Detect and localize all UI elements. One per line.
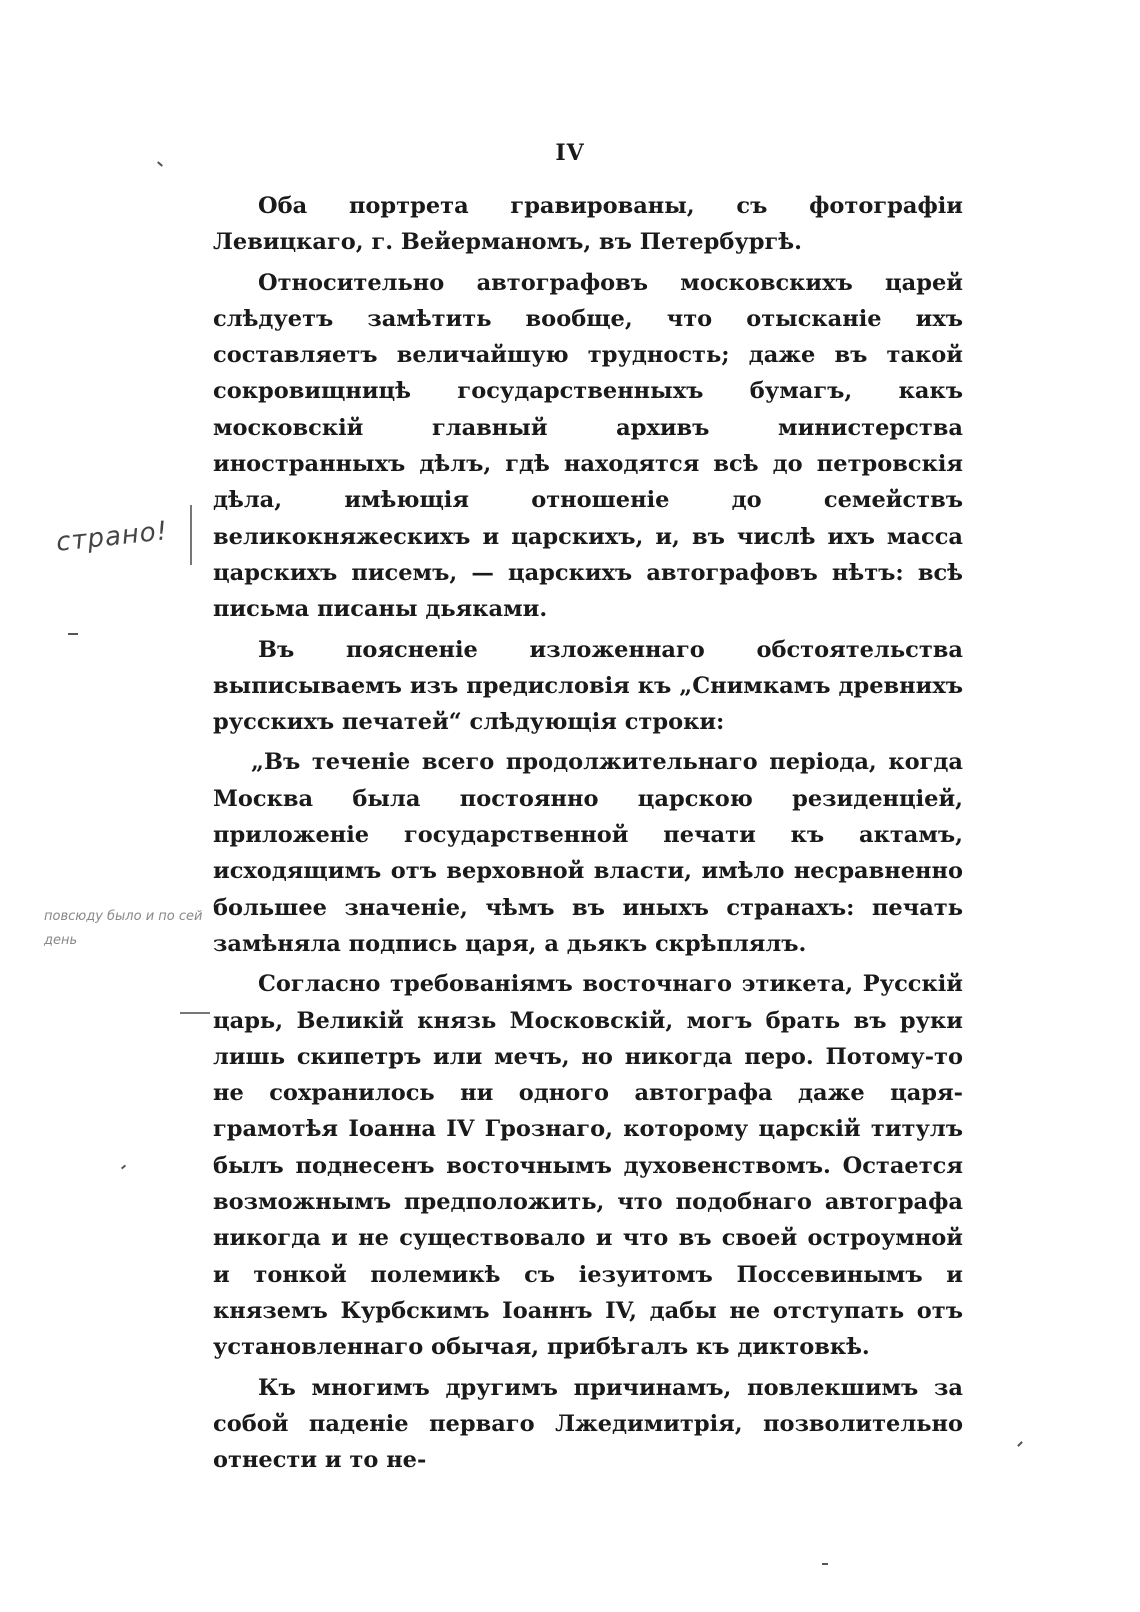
body-text (213, 188, 963, 1482)
paragraph-etiquette: Согласно требованіямъ восточнаго этикета, Русскій царь, Великій князь Московскій, могъ брать въ руки лишь скипетръ или мечъ, но никогда перо. Потому-то не сохранилось ни одного автографа даже царя-грамотѣя Іоанна IV Грознаго, которому царскій титулъ былъ поднесенъ восточнымъ духовенствомъ. Остается возможнымъ предположить, что подобнаго автографа никогда и не существовало и что въ своей остроумной и тонкой полемикѣ съ іезуитомъ Поссевинымъ и княземъ Курбскимъ Іоаннъ IV, дабы не отступать отъ установленнаго обычая, прибѣгалъ къ диктовкѣ. (213, 971, 963, 1361)
paragraph-quotation: „Въ теченіе всего продолжительнаго періода, когда Москва была постоянно царскою резиденціей, приложеніе государственной печати къ актамъ, исходящимъ отъ верховной власти, имѣло несравненно большее значеніе, чѣмъ въ иныхъ странахъ: печать замѣняла подпись царя, а дьякъ скрѣплялъ. (213, 749, 963, 957)
paragraph-false-dmitry: Къ многимъ другимъ причинамъ, повлекшимъ за собой паденіе перваго Лжедимитрія, позволительно отнести и то не- (213, 1374, 963, 1474)
stray-mark (1017, 1441, 1023, 1447)
paragraph-explanation: Въ поясненіе изложеннаго обстоятельства выписываемъ изъ предисловія къ „Снимкамъ древнихъ русскихъ печатей“ слѣдующія строки: (213, 636, 963, 736)
stray-mark (180, 1012, 210, 1014)
paragraph-autographs: Относительно автографовъ московскихъ царей слѣдуетъ замѣтить вообще, что отысканіе ихъ составляетъ величайшую трудность; даже въ такой сокровищницѣ государственныхъ бумагъ, какъ московскій главный архивъ министерства иностранныхъ дѣлъ, гдѣ находятся всѣ до петровскія дѣла, имѣющія отношеніе до семействъ великокняжескихъ и царскихъ, и, въ числѣ ихъ масса царскихъ писемъ, — царскихъ автографовъ нѣтъ: всѣ письма писаны дьяками. (213, 269, 963, 623)
faded-margin-note: повсюду было и по сей день (44, 909, 203, 948)
handwritten-margin-note: страно! (54, 516, 170, 558)
page-number: IV (555, 140, 585, 166)
stray-mark (68, 633, 78, 635)
stray-mark (190, 505, 192, 565)
stray-mark (121, 1165, 126, 1170)
paragraph-portraits: Оба портрета гравированы, съ фотографіи Левицкаго, г. Вейерманомъ, въ Петербургѣ. (213, 193, 963, 256)
stray-mark (822, 1563, 828, 1565)
